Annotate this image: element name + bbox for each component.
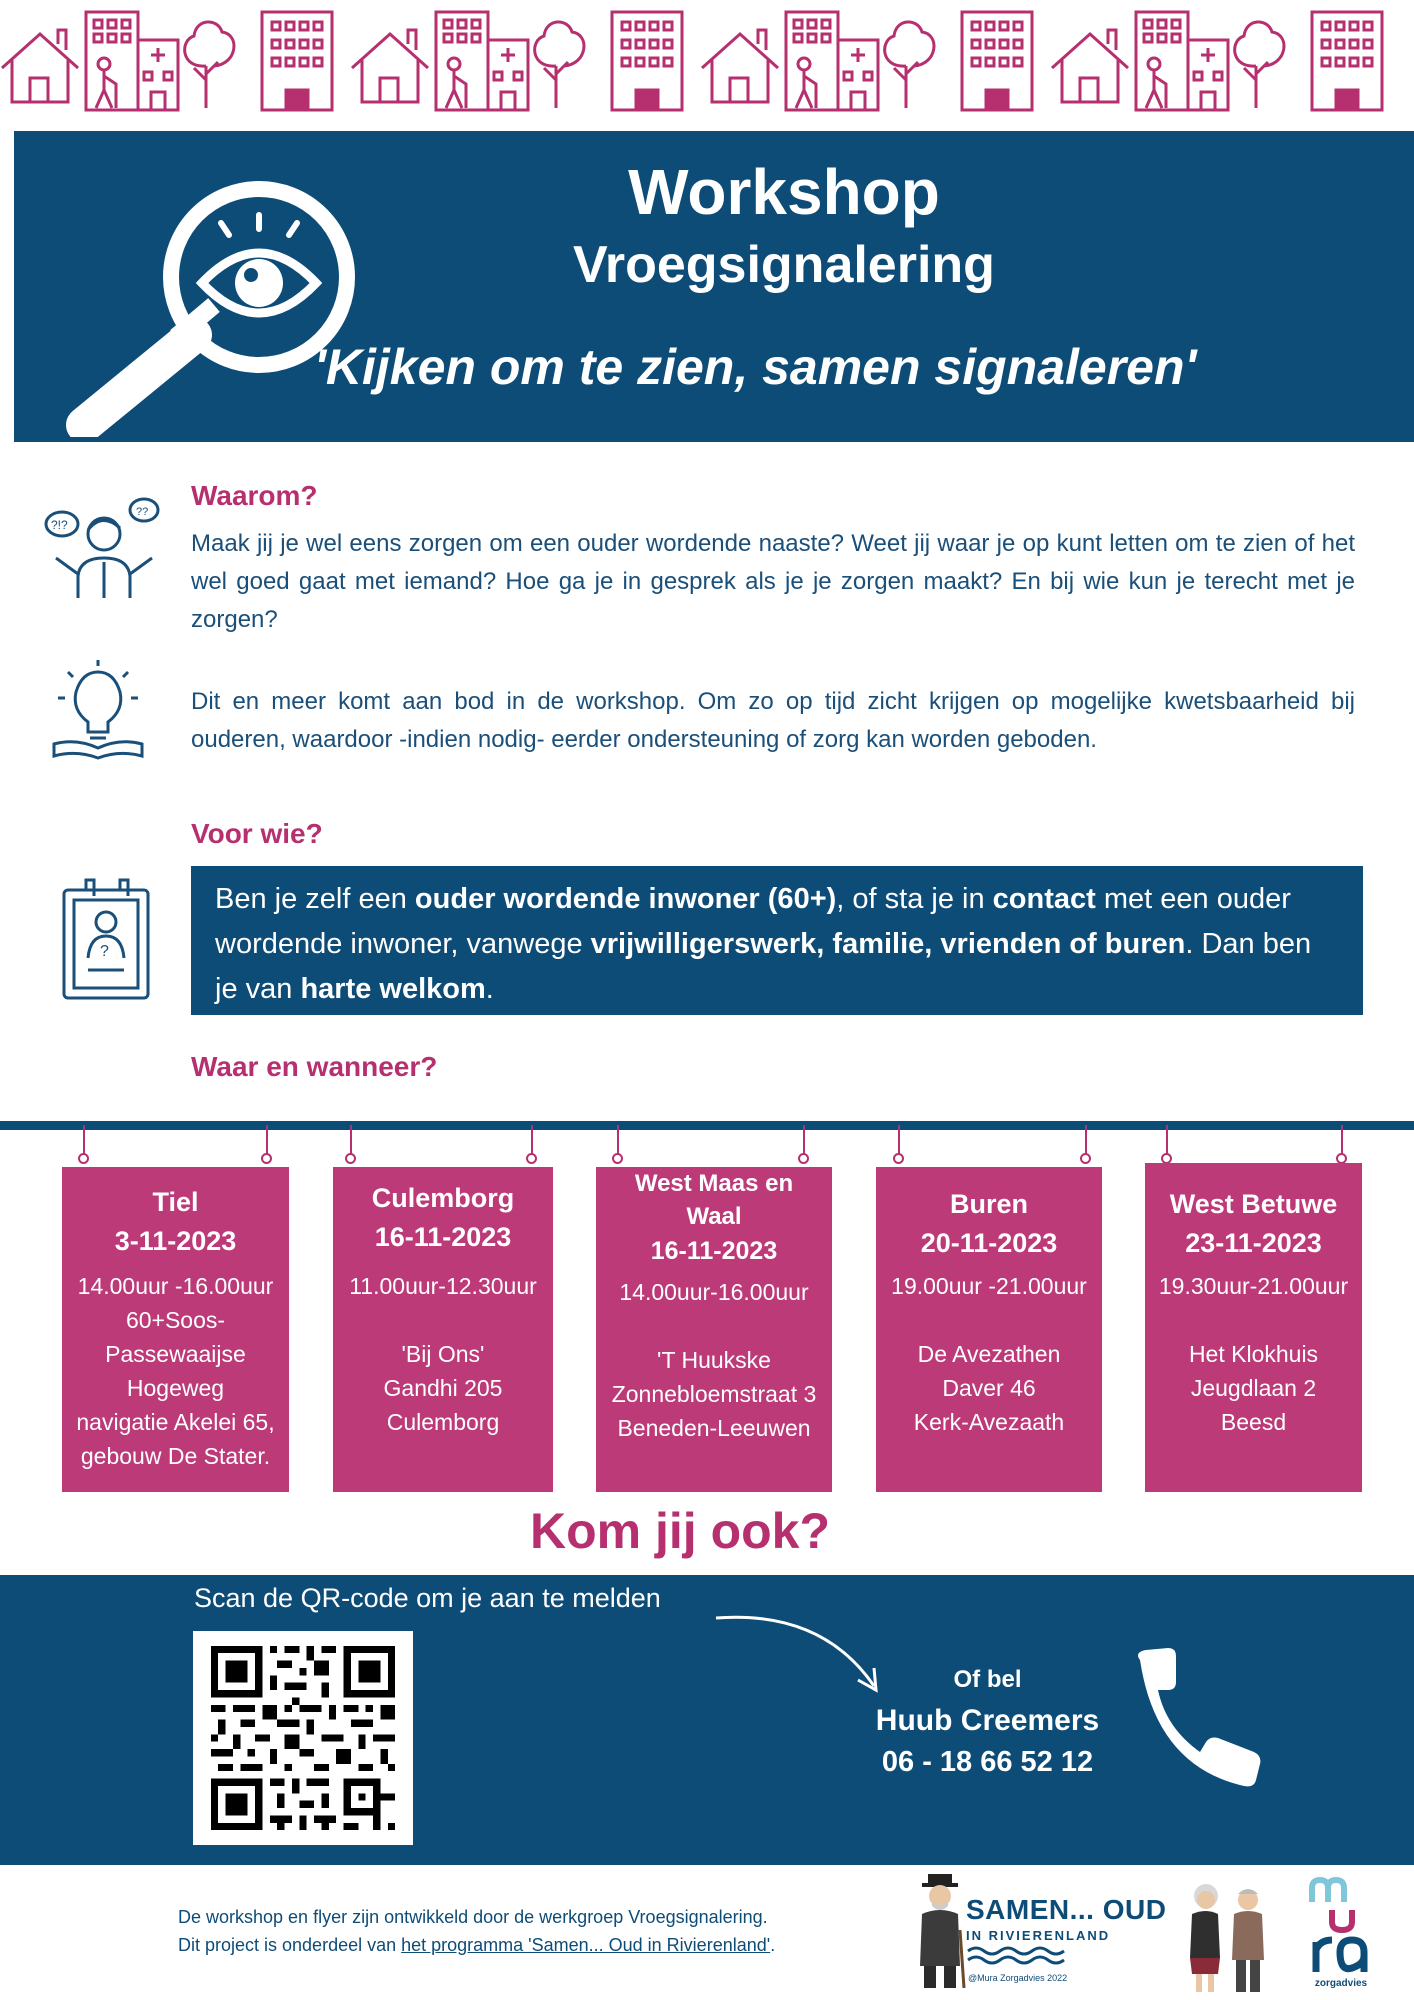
why-paragraph-2: Dit en meer komt aan bod in de workshop. Om zo op tijd zicht krijgen op mogelijke kwetsbaarheid bij ouderen, waardoor -indien nodig- eerder ondersteuning of zorg kan worden geboden.: [191, 688, 1355, 753]
who-title: Voor wie?: [191, 818, 323, 849]
program-link[interactable]: het programma 'Samen... Oud in Rivierenland': [401, 1935, 771, 1955]
footer-program: [178, 1935, 775, 1956]
event-card-west-maas-en-waal: [596, 1167, 832, 1492]
wave-icon: [966, 1943, 1076, 1965]
who-text: .: [485, 973, 494, 1005]
scan-instruction: Scan de QR-code om je aan te melden: [194, 1583, 661, 1613]
confused-person-icon: [42, 490, 162, 610]
card-time: 14.00uur-16.00uur: [619, 1279, 809, 1305]
who-emphasis: vrijwilligerswerk, familie, vrienden of buren: [590, 928, 1186, 960]
card-date: 23-11-2023: [1185, 1228, 1322, 1258]
card-knot: [78, 1153, 89, 1164]
samen-logo-title: SAMEN... OUD: [966, 1894, 1167, 1925]
tagline: 'Kijken om te zien, samen signaleren': [314, 339, 1197, 395]
card-location-line: 'T Huukske: [657, 1347, 771, 1373]
who-text: Ben je zelf een: [215, 883, 415, 915]
card-time: 19.30uur-21.00uur: [1158, 1273, 1349, 1299]
card-location-line: navigatie Akelei 65,: [76, 1409, 275, 1435]
who-text: , of sta je in: [836, 883, 993, 915]
elderly-person-icon: [86, 12, 138, 110]
card-knot: [893, 1153, 904, 1164]
who-emphasis: contact: [992, 883, 1096, 915]
card-location-line: Gandhi 205: [383, 1375, 503, 1401]
cta-title: Kom jij ook?: [530, 1503, 830, 1559]
card-location-line: Kerk-Avezaath: [913, 1409, 1065, 1435]
card-location-line: Zonnebloemstraat 3: [611, 1381, 817, 1407]
who-text: . Dan ben je van: [215, 928, 1312, 1005]
footer-text: Dit project is onderdeel van: [178, 1935, 402, 1955]
card-location-line: Het Klokhuis: [1188, 1341, 1319, 1367]
card-location-line: Daver 46: [942, 1375, 1036, 1401]
who-text: met een ouder wordende inwoner, vanwege: [215, 883, 1291, 960]
samen-logo-subtitle: IN RIVIERENLAND: [966, 1928, 1111, 1943]
card-location-line: 'Bij Ons': [401, 1341, 485, 1367]
card-knot: [1080, 1153, 1091, 1164]
event-card-buren: [876, 1167, 1102, 1492]
who-box: [191, 866, 1363, 1015]
card-knot: [798, 1153, 809, 1164]
who-emphasis: ouder wordende inwoner (60+): [414, 883, 837, 915]
elderly-man-illustration: [912, 1870, 968, 1992]
tree-icon: [185, 22, 234, 108]
page-subtitle: Vroegsignalering: [573, 236, 995, 294]
qr-code[interactable]: [193, 1631, 413, 1845]
why-paragraph-1: Maak jij je wel eens zorgen om een ouder wordende naaste? Weet jij waar je op kunt letten om te zien of het wel goed gaat met iemand? Hoe ga je in gesprek als je je zorgen maakt? En bij wie kun je terecht met je zorgen?: [191, 530, 1355, 633]
card-location-line: Culemborg: [386, 1409, 500, 1435]
svg-text:?: ?: [100, 943, 109, 960]
card-time: 19.00uur -21.00uur: [891, 1273, 1087, 1299]
card-location-line: gebouw De Stater.: [80, 1443, 271, 1469]
card-location-line: Beneden-Leeuwen: [617, 1415, 811, 1441]
card-place: West Maas en Waal: [596, 1167, 832, 1233]
card-location-line: [876, 1303, 1102, 1337]
who-emphasis: harte welkom: [300, 973, 486, 1005]
card-date: 3-11-2023: [114, 1226, 237, 1256]
card-place: Culemborg: [371, 1183, 515, 1213]
phone-icon: [1112, 1648, 1282, 1788]
card-knot: [612, 1153, 623, 1164]
card-date: 20-11-2023: [920, 1228, 1058, 1258]
card-location-line: Passewaaijse: [105, 1341, 246, 1367]
card-location-line: [1145, 1303, 1362, 1337]
mura-subtitle: zorgadvies: [1314, 1978, 1368, 1989]
or-call-label: Of bel: [953, 1666, 1022, 1693]
clipboard-person-icon: [58, 876, 158, 1006]
card-location-line: [333, 1303, 553, 1337]
card-location-line: [596, 1309, 832, 1343]
contact-name: Huub Creemers: [875, 1704, 1100, 1737]
card-time: 14.00uur -16.00uur: [77, 1273, 274, 1299]
samen-oud-logo: [966, 1894, 1166, 1970]
card-knot: [261, 1153, 272, 1164]
mura-logo: [1306, 1876, 1376, 1976]
magnifier-eye-icon: [54, 167, 364, 437]
card-date: 16-11-2023: [374, 1222, 512, 1252]
card-place: Tiel: [152, 1187, 199, 1217]
card-location-line: Hogeweg: [126, 1375, 225, 1401]
house-icon: [2, 30, 78, 102]
copyright: @Mura Zorgadvies 2022: [968, 1973, 1068, 1983]
where-title: Waar en wanneer?: [191, 1051, 438, 1082]
card-location-line: Jeugdlaan 2: [1190, 1375, 1317, 1401]
lightbulb-book-icon: [48, 660, 148, 760]
page-title: Workshop: [628, 156, 940, 228]
event-card-tiel: [62, 1167, 289, 1492]
arrow-icon: [712, 1610, 882, 1700]
footer-credit: De workshop en flyer zijn ontwikkeld door de werkgroep Vroegsignalering.: [178, 1907, 768, 1927]
card-place: Buren: [949, 1189, 1028, 1219]
elderly-couple-illustration: [1178, 1878, 1278, 1994]
card-knot: [526, 1153, 537, 1164]
card-location-line: De Avezathen: [917, 1341, 1061, 1367]
header-banner: [14, 131, 1414, 442]
svg-text:?!?: ?!?: [51, 518, 68, 532]
hanging-rail: [0, 1121, 1414, 1130]
why-title: Waarom?: [191, 480, 318, 511]
hospital-icon: [138, 40, 178, 110]
card-time: 11.00uur-12.30uur: [349, 1273, 537, 1299]
card-knot: [345, 1153, 356, 1164]
footer-text: .: [770, 1935, 776, 1955]
svg-text:??: ??: [136, 506, 149, 518]
card-location-line: 60+Soos-: [125, 1307, 226, 1333]
card-place: West Betuwe: [1169, 1189, 1338, 1219]
contact-phone[interactable]: 06 - 18 66 52 12: [881, 1746, 1094, 1778]
event-card-west-betuwe: [1145, 1163, 1362, 1492]
card-date: 16-11-2023: [650, 1237, 778, 1265]
event-card-culemborg: [333, 1167, 553, 1492]
card-location-line: Beesd: [1220, 1409, 1287, 1435]
building-icon: [262, 12, 332, 110]
skyline-illustration: [0, 0, 1414, 120]
